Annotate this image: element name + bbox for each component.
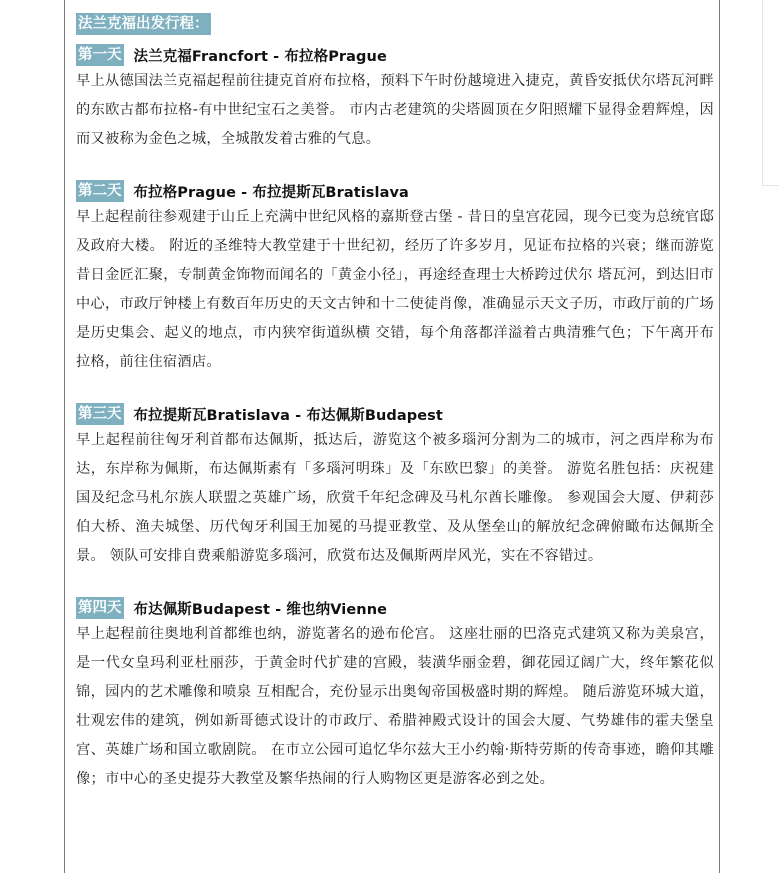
day-heading [76, 180, 714, 202]
day-description: 早上起程前往参观建于山丘上充满中世纪风格的嘉斯登古堡 - 昔日的皇宫花园，现今已变为总统官邸及政府大楼。 附近的圣维特大教堂建于十世纪初，经历了许多岁月，见证布拉格的兴衰；继而游览昔日金匠汇聚，专制黄金饰物而闻名的「黄金小径」，再途经查理士大桥跨过伏尔 塔瓦河，到达旧市中心，市政厅钟楼上有数百年历史的天文古钟和十二使徒肖像，准确显示天文子历，市政厅前的广场是历史集会、起义的地点，市内狭窄街道纵横 交错，每个角落都洋溢着古典清雅气色；下午离开布拉格，前往住宿酒店。 [76, 209, 715, 370]
day-section [76, 403, 714, 571]
day-description: 早上起程前往奥地利首都维也纳，游览著名的逊布伦宫。 这座壮丽的巴洛克式建筑又称为美泉宫，是一代女皇玛利亚杜丽莎，于黄金时代扩建的宫殿，装潢华丽金碧，御花园辽阔广大，终年繁花似锦，园内的艺术雕像和喷泉 互相配合，充份显示出奥匈帝国极盛时期的辉煌。 随后游览环城大道，壮观宏伟的建筑，例如新哥德式设计的市政厅、希腊神殿式设计的国会大厦、气势雄伟的霍夫堡皇宫、英雄广场和国立歌剧院。 在市立公园可追忆华尔兹大王小约翰·斯特劳斯的传奇事迹，瞻仰其雕像；市中心的圣史提芬大教堂及繁华热闹的行人购物区更是游客必到之处。 [76, 626, 714, 787]
day-label: 第三天 [76, 403, 124, 425]
day-route-title: 布达佩斯Budapest - 维也纳Vienne [133, 601, 388, 618]
day-label: 第一天 [76, 44, 124, 66]
itinerary-content [76, 12, 714, 794]
day-section [76, 44, 714, 154]
day-heading [76, 44, 714, 66]
day-description: 早上起程前往匈牙利首都布达佩斯，抵达后，游览这个被多瑙河分割为二的城市，河之西岸称为布达，东岸称为佩斯，布达佩斯素有「多瑙河明珠」及「东欧巴黎」的美誉。 游览名胜包括：庆祝建国及纪念马札尔族人联盟之英雄广场，欣赏千年纪念碑及马札尔酋长雕像。 参观国会大厦、伊莉莎伯大桥、渔夫城堡、历代匈牙利国王加冕的马提亚教堂、及从堡垒山的解放纪念碑俯瞰布达佩斯全景。 领队可安排自费乘船游览多瑙河，欣赏布达及佩斯两岸风光，实在不容错过。 [76, 432, 714, 564]
itinerary-title-row [76, 12, 714, 36]
day-route-title: 布拉格Prague - 布拉提斯瓦Bratislava [133, 184, 409, 201]
itinerary-title: 法兰克福出发行程： [76, 13, 211, 35]
day-label: 第四天 [76, 597, 124, 619]
day-heading [76, 597, 714, 619]
document-page [64, 0, 720, 873]
day-label: 第二天 [76, 180, 124, 202]
day-description: 早上从德国法兰克福起程前往捷克首府布拉格，预料下午时份越境进入捷克，黄昏安抵伏尔塔瓦河畔的东欧古都布拉格-有中世纪宝石之美誉。 市内古老建筑的尖塔圆顶在夕阳照耀下显得金碧辉煌，因而又被称为金色之城，全城散发着古雅的气息。 [76, 73, 714, 147]
day-heading [76, 403, 714, 425]
day-route-title: 法兰克福Francfort - 布拉格Prague [133, 48, 387, 65]
day-section [76, 597, 714, 794]
adjacent-panel-edge [762, 0, 779, 186]
day-section [76, 180, 714, 377]
day-route-title: 布拉提斯瓦Bratislava - 布达佩斯Budapest [133, 407, 443, 424]
